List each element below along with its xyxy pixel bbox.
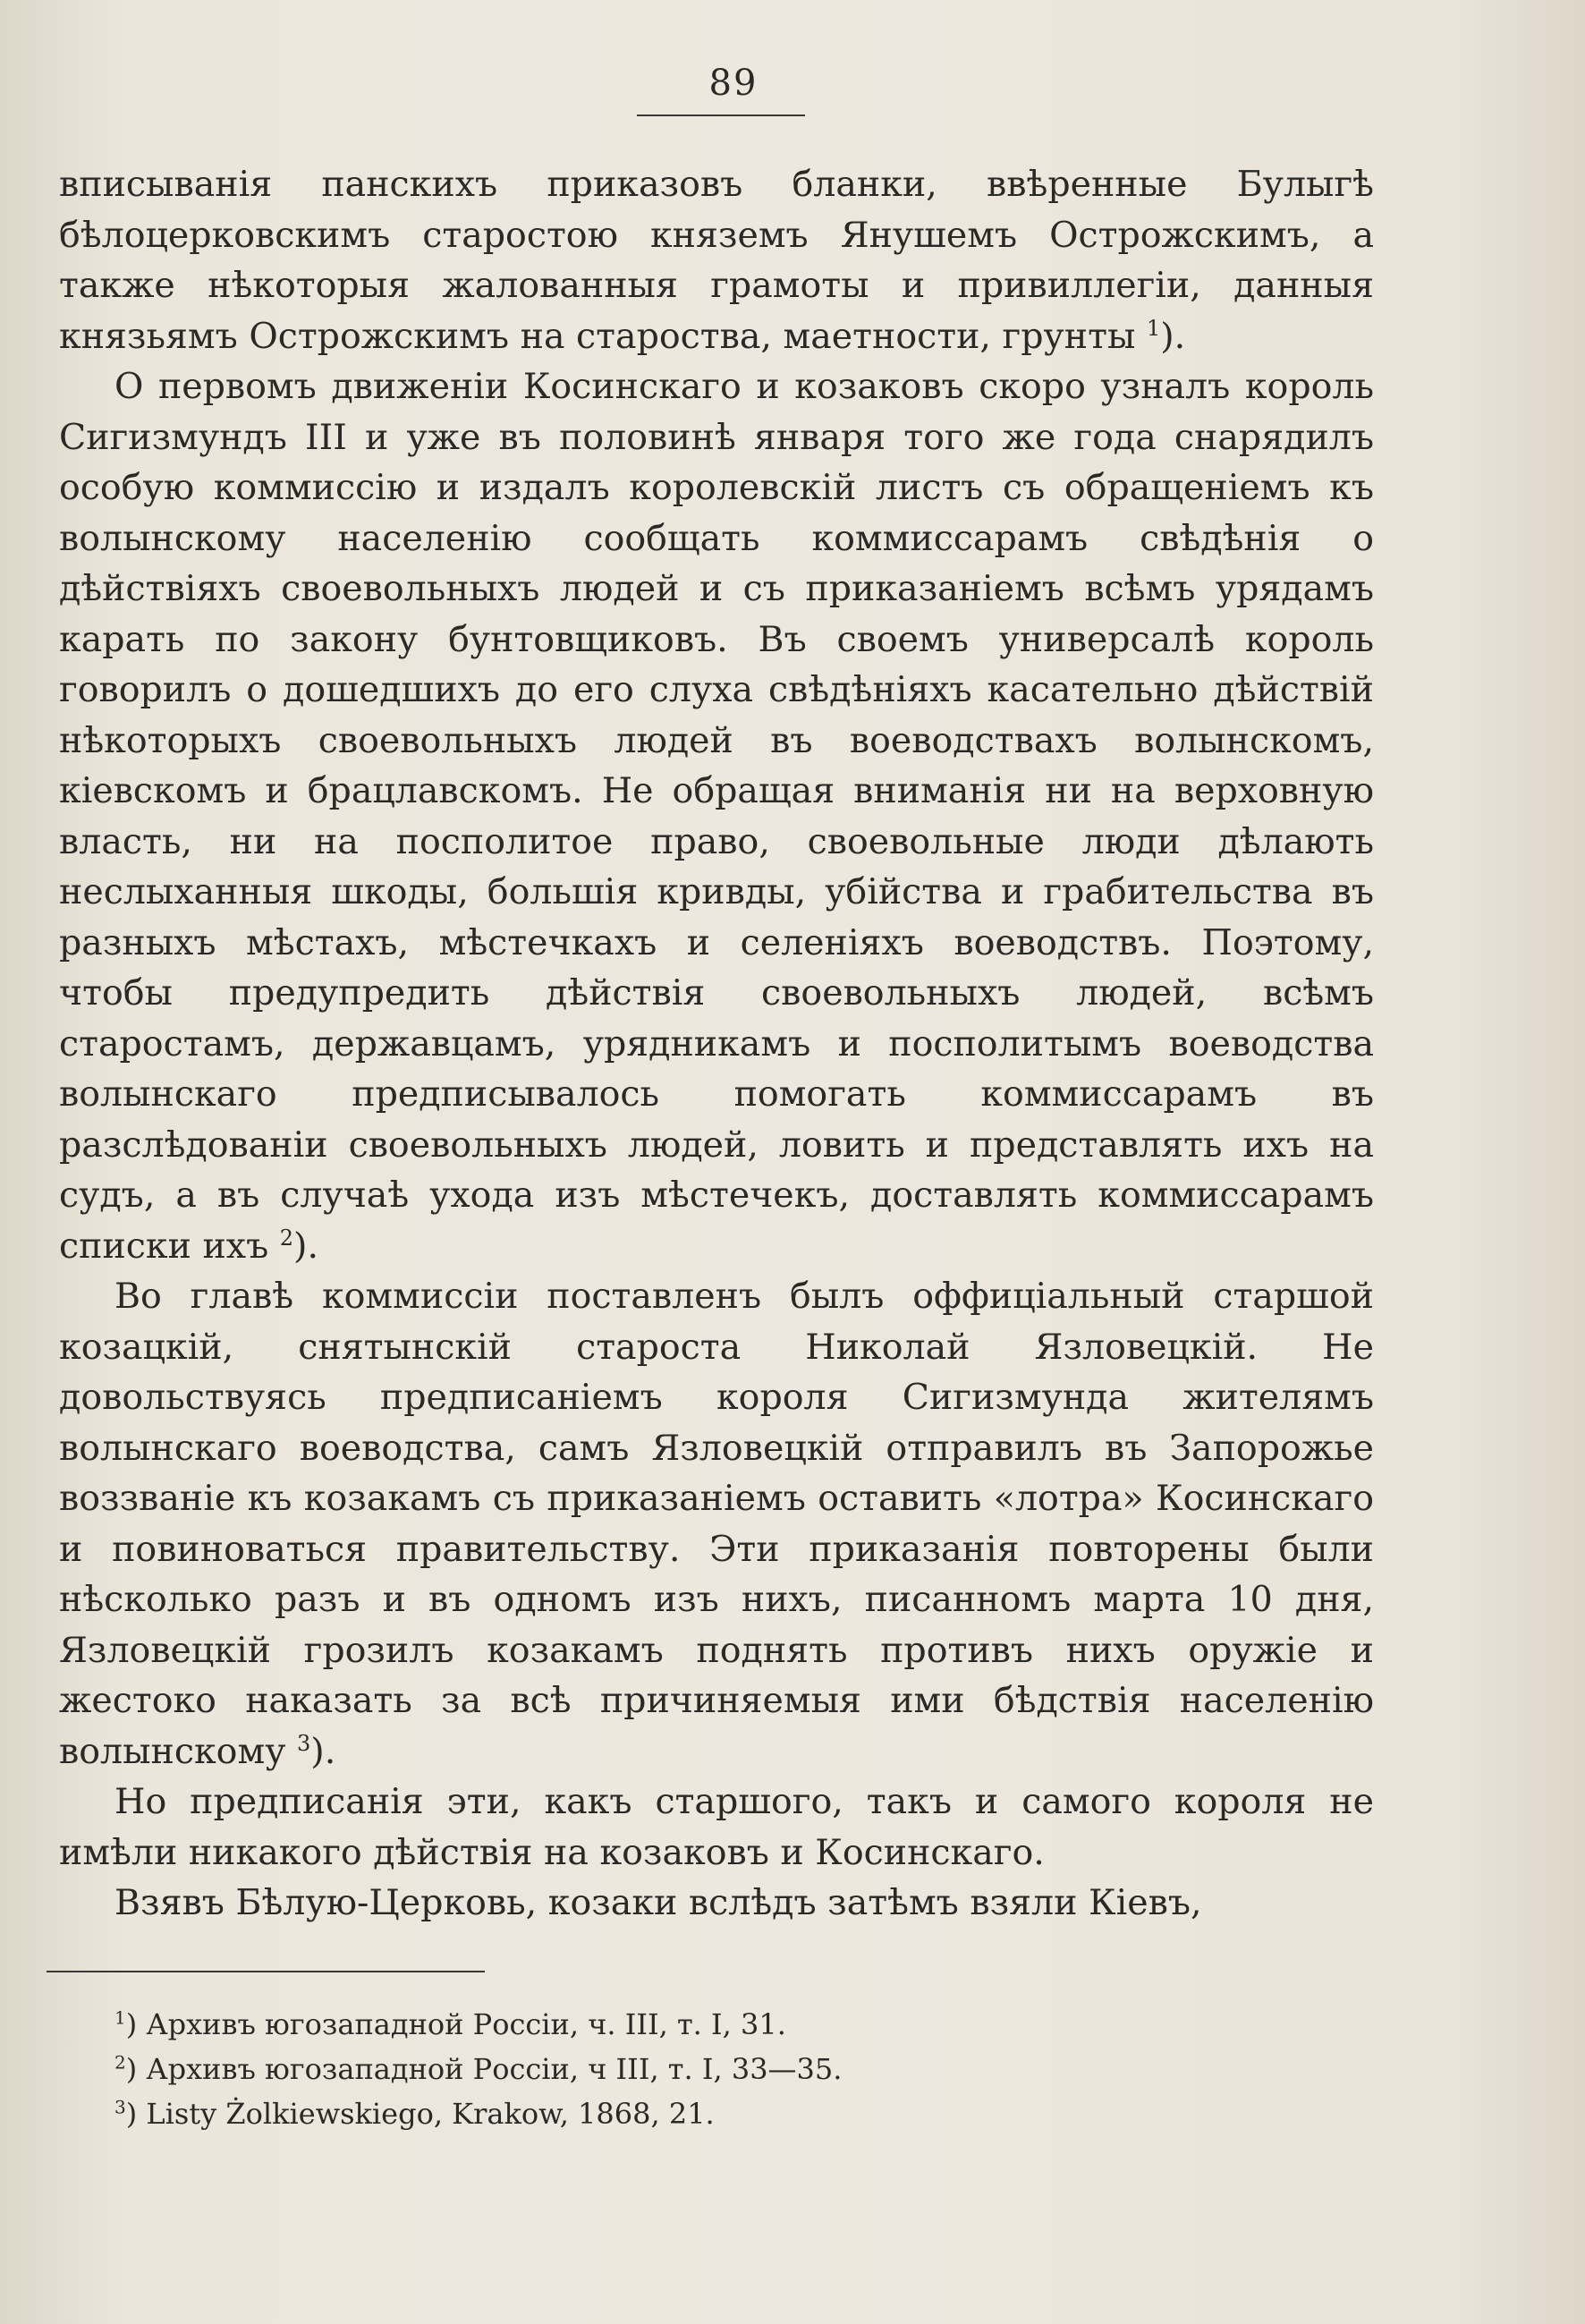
- footnote-2-text: ) Архивъ югозападной Россіи, ч III, т. I, 33—35.: [125, 2052, 843, 2086]
- paragraph-1: [59, 159, 1374, 361]
- footnote-rule: [47, 1971, 485, 1972]
- footnote-3-mark: 3: [114, 2096, 126, 2118]
- paragraph-5-text: Взявъ Бѣлую-Церковь, козаки вслѣдъ затѣмъ взяли Кіевъ,: [114, 1882, 1202, 1923]
- page-number: 89: [708, 63, 759, 104]
- paragraph-3: [59, 1271, 1374, 1777]
- paragraph-5: [59, 1878, 1374, 1929]
- paragraph-3-tail: ).: [310, 1730, 336, 1772]
- footnote-ref-1: 1: [1146, 315, 1161, 341]
- footnote-1-mark: 1: [114, 2006, 126, 2029]
- footnote-1-text: ) Архивъ югозападной Россіи, ч. III, т. I, 31.: [125, 2007, 786, 2041]
- footnote-2: [114, 2047, 1277, 2091]
- header-rule: [637, 115, 805, 116]
- paragraph-1-tail: ).: [1160, 315, 1186, 357]
- footnote-ref-2: 2: [279, 1225, 294, 1251]
- footnote-2-mark: 2: [114, 2051, 126, 2074]
- paragraph-2-tail: ).: [293, 1225, 319, 1267]
- footnote-ref-3: 3: [297, 1730, 311, 1756]
- paragraph-4-text: Но предписанія эти, какъ старшого, такъ и самого короля не имѣли никакого дѣйствія на козаковъ и Косинскаго.: [59, 1781, 1374, 1873]
- footnote-3: [114, 2091, 1277, 2136]
- paragraph-2: [59, 361, 1374, 1271]
- paragraph-1-text: вписыванія панскихъ приказовъ бланки, ввѣренные Булыгѣ бѣлоцерковскимъ старостою княземъ Янушемъ Острожскимъ, а также нѣкоторыя жалованныя грамоты и привиллегіи, данныя князьямъ Острожскимъ на староства, маетности, грунты: [59, 164, 1374, 357]
- body-text: [59, 159, 1374, 1929]
- footnotes: [114, 2002, 1277, 2136]
- footnote-3-text: ) Listy Żolkiewskiego, Krakow, 1868, 21.: [125, 2097, 715, 2131]
- paragraph-3-text: Во главѣ коммиссіи поставленъ былъ оффиціальный старшой козацкій, снятынскій староста Николай Язловецкій. Не довольствуясь предписаніемъ короля Сигизмунда жителямъ волынскаго воеводства, самъ Язловецкій отправилъ въ Запорожье воззваніе къ козакамъ съ приказаніемъ оставить «лотра» Косинскаго и повиноваться правительству. Эти приказанія повторены были нѣсколько разъ и въ одномъ изъ нихъ, писанномъ марта 10 дня, Язловецкій грозилъ козакамъ поднять противъ нихъ оружіе и жестоко наказать за всѣ причиняемыя ими бѣдствія населенію волынскому: [59, 1276, 1374, 1772]
- footnote-1: [114, 2002, 1277, 2047]
- paragraph-4: [59, 1777, 1374, 1878]
- paragraph-2-text: О первомъ движеніи Косинскаго и козаковъ скоро узналъ король Сигизмундъ III и уже въ половинѣ января того же года снарядилъ особую коммиссію и издалъ королевскій листъ съ обращеніемъ къ волынскому населенію сообщать коммиссарамъ свѣдѣнія о дѣйствіяхъ своевольныхъ людей и съ приказаніемъ всѣмъ урядамъ карать по закону бунтовщиковъ. Въ своемъ универсалѣ король говорилъ о дошедшихъ до его слуха свѣдѣніяхъ касательно дѣйствій нѣкоторыхъ своевольныхъ людей въ воеводствахъ волынскомъ, кіевскомъ и брацлавскомъ. Не обращая вниманія ни на верховную власть, ни на посполитое право, своевольные люди дѣлають неслыханныя шкоды, большія кривды, убійства и грабительства въ разныхъ мѣстахъ, мѣстечкахъ и селеніяхъ воеводствъ. Поэтому, чтобы предупредить дѣйствія своевольныхъ людей, всѣмъ старостамъ, державцамъ, урядникамъ и посполитымъ воеводства волынскаго предписывалось помогать коммиссарамъ въ разслѣдованіи своевольныхъ людей, ловить и представлять ихъ на судъ, а въ случаѣ ухода изъ мѣстечекъ, доставлять коммиссарамъ списки ихъ: [59, 366, 1374, 1267]
